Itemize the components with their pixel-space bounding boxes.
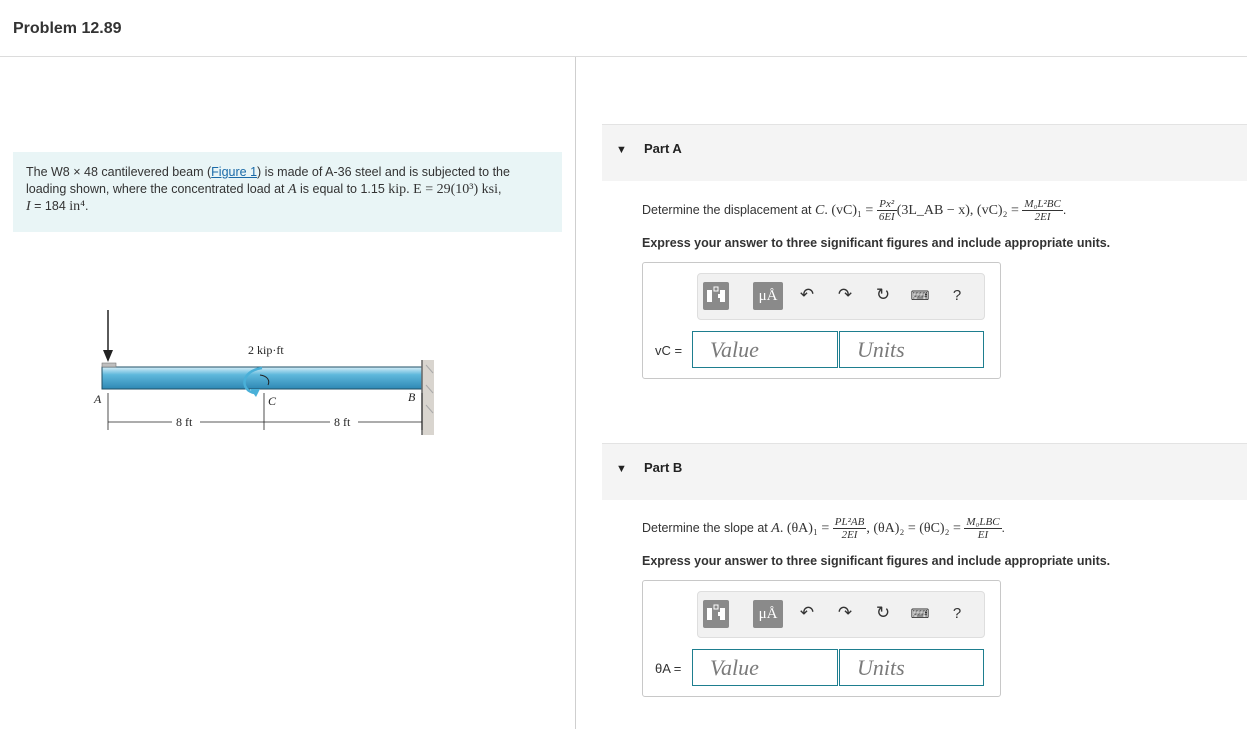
inertia-symbol: I <box>26 199 31 214</box>
modulus-text: . E = 29(10³) ksi <box>406 182 498 197</box>
load-arrow-icon <box>103 310 113 362</box>
beam <box>102 367 422 389</box>
fraction <box>877 198 897 223</box>
part-a-label: Part A <box>644 141 682 156</box>
fraction-numerator: M₀LBC <box>966 516 1000 528</box>
redo-icon[interactable]: ↷ <box>837 285 853 304</box>
fraction-denominator: EI <box>977 529 989 541</box>
collapse-caret-icon[interactable]: ▼ <box>616 463 627 475</box>
units-input[interactable]: Units <box>839 331 984 368</box>
point-c-symbol: C <box>815 202 825 218</box>
fixed-wall <box>422 360 434 435</box>
fraction <box>833 516 867 541</box>
question-text: Determine the slope at <box>642 520 772 535</box>
fraction-numerator: Px² <box>877 198 897 211</box>
help-button[interactable]: ? <box>952 287 962 304</box>
value-input[interactable]: Value <box>692 331 838 368</box>
part-a-instruction: Express your answer to three significant figures and include appropriate units. <box>642 236 1111 250</box>
collapse-caret-icon[interactable]: ▼ <box>616 144 627 156</box>
variable-label: vC = <box>655 343 683 358</box>
fraction <box>1022 198 1062 223</box>
part-a-question <box>642 198 1066 223</box>
statement-text: is equal to 1.15 <box>296 182 389 196</box>
statement-text: loading shown, where the concentrated load at <box>26 182 288 196</box>
top-bar <box>0 0 1247 57</box>
part-b-header[interactable] <box>602 443 1247 500</box>
inertia-value: = 184 <box>30 199 70 213</box>
equation-text: , (θA)₂ = (θC)₂ = <box>866 520 965 536</box>
dimension-right: 8 ft <box>334 415 351 429</box>
part-b-label: Part B <box>644 460 683 475</box>
part-b-question <box>642 516 1005 541</box>
problem-statement <box>13 152 562 232</box>
fraction-denominator: 6EI <box>878 211 895 223</box>
point-a-symbol: A <box>287 182 297 197</box>
statement-text: , <box>497 182 502 196</box>
reset-icon[interactable]: ↻ <box>875 285 891 304</box>
units-input[interactable]: Units <box>839 649 984 686</box>
undo-icon[interactable]: ↶ <box>799 603 815 622</box>
fraction-numerator: M₀L²BC <box>1024 198 1061 210</box>
undo-icon[interactable]: ↶ <box>799 285 815 304</box>
dimension-lines <box>108 393 422 430</box>
fraction-denominator: 2EI <box>1034 211 1051 223</box>
templates-button[interactable] <box>703 600 729 628</box>
load-unit: kip <box>388 182 407 197</box>
question-text: . <box>1062 202 1067 217</box>
point-a-symbol: A <box>771 520 780 536</box>
fraction-numerator: PL²AB <box>834 516 865 528</box>
part-b-answer-box <box>642 580 1001 697</box>
variable-label: θA = <box>655 661 682 676</box>
reset-icon[interactable]: ↻ <box>875 603 891 622</box>
value-input[interactable]: Value <box>692 649 838 686</box>
keyboard-icon[interactable]: ⌨ <box>910 606 930 621</box>
figure-link[interactable]: Figure 1 <box>211 165 258 179</box>
inertia-unit: in⁴ <box>69 199 86 214</box>
help-button[interactable]: ? <box>952 605 962 622</box>
point-c-label: C <box>268 394 277 408</box>
math-toolbar <box>697 273 985 320</box>
dimension-left: 8 ft <box>176 415 193 429</box>
part-a-header[interactable] <box>602 124 1247 181</box>
statement-text: The W8 × 48 cantilevered beam ( <box>26 165 212 179</box>
units-symbol-button[interactable]: μÅ <box>753 600 783 628</box>
problem-title: Problem 12.89 <box>13 20 122 37</box>
part-b-instruction: Express your answer to three significant figures and include appropriate units. <box>642 554 1111 568</box>
beam-figure[interactable] <box>90 305 440 440</box>
point-b-label: B <box>408 390 416 404</box>
part-a-answer-box <box>642 262 1001 379</box>
panel-divider <box>575 57 576 729</box>
statement-text: ) is made of A-36 steel and is subjected to the <box>257 165 510 179</box>
point-a-label: A <box>94 392 102 406</box>
equation-text: . (vC)₁ = <box>824 202 877 218</box>
fraction-denominator: 2EI <box>841 529 858 541</box>
equation-text: (3L_AB − x), (vC)₂ = <box>896 202 1023 218</box>
fraction <box>964 516 1001 541</box>
equation-text: . (θA)₁ = <box>779 520 833 536</box>
question-text: . <box>1001 520 1006 535</box>
templates-button[interactable] <box>703 282 729 310</box>
units-symbol-button[interactable]: μÅ <box>753 282 783 310</box>
statement-text: . <box>85 199 89 213</box>
redo-icon[interactable]: ↷ <box>837 603 853 622</box>
question-text: Determine the displacement at <box>642 202 816 217</box>
moment-label: 2 kip·ft <box>248 343 284 357</box>
keyboard-icon[interactable]: ⌨ <box>910 288 930 303</box>
math-toolbar <box>697 591 985 638</box>
